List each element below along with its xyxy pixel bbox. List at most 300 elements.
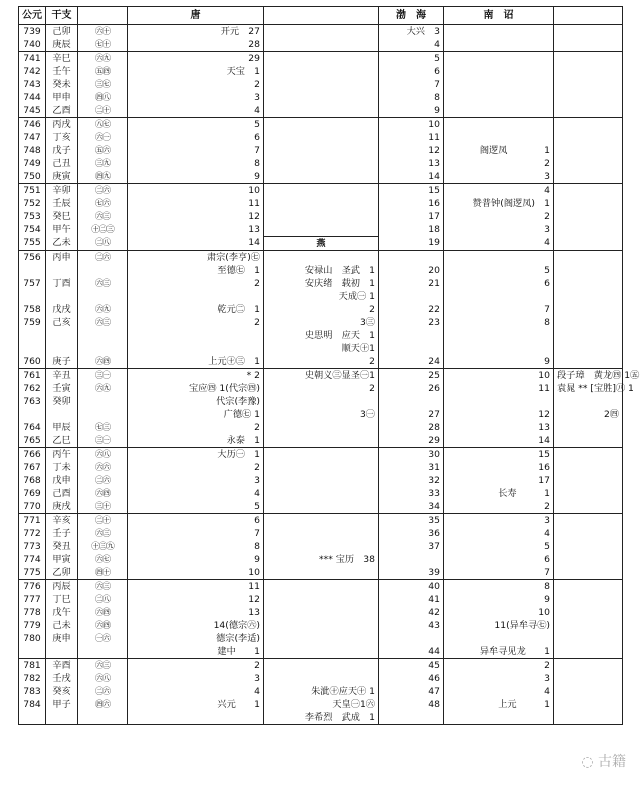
last-cell — [554, 474, 623, 487]
bohai-cell: 24 — [379, 355, 444, 369]
yan-cell — [264, 514, 379, 528]
tang-cell: 2 — [128, 659, 264, 673]
marks-cell — [78, 264, 128, 277]
last-cell — [554, 157, 623, 170]
table-row — [19, 118, 623, 132]
marks-cell: ㊅㊈ — [78, 382, 128, 395]
bohai-cell: 10 — [379, 118, 444, 132]
last-cell — [554, 672, 623, 685]
marks-cell: ㊅㊃ — [78, 619, 128, 632]
last-cell — [554, 251, 623, 265]
tang-cell: 11 — [128, 197, 264, 210]
yan-cell — [264, 131, 379, 144]
bohai-cell — [379, 632, 444, 645]
tang-cell: 代宗(李豫) — [128, 395, 264, 408]
tang-cell — [128, 329, 264, 342]
last-cell — [554, 659, 623, 673]
table-row — [19, 659, 623, 673]
ganzhi-cell: 丁酉 — [46, 277, 78, 290]
nanzhao-cell: 9 — [444, 593, 554, 606]
ganzhi-cell: 乙酉 — [46, 104, 78, 118]
marks-cell: ㊇㊆ — [78, 118, 128, 132]
yan-cell — [264, 395, 379, 408]
ganzhi-cell: 壬子 — [46, 527, 78, 540]
marks-cell — [78, 408, 128, 421]
ganzhi-cell: 甲辰 — [46, 421, 78, 434]
nanzhao-cell: 阁逻凤 1 — [444, 144, 554, 157]
tang-cell: 6 — [128, 131, 264, 144]
table-row — [19, 303, 623, 316]
year-cell: 763 — [19, 395, 46, 408]
last-cell — [554, 25, 623, 39]
bohai-cell: 27 — [379, 408, 444, 421]
year-cell: 745 — [19, 104, 46, 118]
ganzhi-cell: 壬寅 — [46, 382, 78, 395]
year-cell: 744 — [19, 91, 46, 104]
ganzhi-cell — [46, 342, 78, 355]
year-cell: 780 — [19, 632, 46, 645]
table-row — [19, 237, 623, 251]
tang-cell: 大历㊀ 1 — [128, 448, 264, 462]
ganzhi-cell: 丙戌 — [46, 118, 78, 132]
tang-cell: 9 — [128, 553, 264, 566]
last-cell — [554, 144, 623, 157]
ganzhi-cell: 己未 — [46, 619, 78, 632]
marks-cell: ㊅㊂ — [78, 210, 128, 223]
bohai-cell: 45 — [379, 659, 444, 673]
ganzhi-cell: 丙申 — [46, 251, 78, 265]
marks-cell: ㊂㊀ — [78, 434, 128, 448]
last-cell — [554, 487, 623, 500]
bohai-cell — [379, 711, 444, 725]
table-row — [19, 369, 623, 383]
yan-cell — [264, 25, 379, 39]
year-cell: 751 — [19, 184, 46, 198]
yan-cell — [264, 52, 379, 66]
table-row — [19, 184, 623, 198]
bohai-cell: 37 — [379, 540, 444, 553]
ganzhi-cell: 癸卯 — [46, 395, 78, 408]
year-cell: 775 — [19, 566, 46, 580]
year-cell: 754 — [19, 223, 46, 237]
year-cell: 784 — [19, 698, 46, 711]
bohai-cell: 9 — [379, 104, 444, 118]
yan-cell — [264, 659, 379, 673]
yan-cell — [264, 593, 379, 606]
yan-cell — [264, 672, 379, 685]
marks-cell: ㊅㊅ — [78, 461, 128, 474]
year-cell: 769 — [19, 487, 46, 500]
marks-cell: ㊅㊉ — [78, 25, 128, 39]
yan-cell — [264, 487, 379, 500]
marks-cell: ㊅㊃ — [78, 487, 128, 500]
marks-cell: ㊅㊇ — [78, 672, 128, 685]
bohai-cell: 33 — [379, 487, 444, 500]
ganzhi-cell: 戊申 — [46, 474, 78, 487]
marks-cell: ㊄㊃ — [78, 65, 128, 78]
bohai-cell: 28 — [379, 421, 444, 434]
last-cell — [554, 448, 623, 462]
marks-cell: ㊁㊅ — [78, 184, 128, 198]
year-cell: 749 — [19, 157, 46, 170]
nanzhao-cell: 4 — [444, 527, 554, 540]
nanzhao-cell: 7 — [444, 303, 554, 316]
table-row — [19, 197, 623, 210]
last-cell — [554, 685, 623, 698]
last-cell — [554, 566, 623, 580]
yan-cell — [264, 144, 379, 157]
marks-cell — [78, 342, 128, 355]
ganzhi-cell: 辛卯 — [46, 184, 78, 198]
nanzhao-cell: 长寿 1 — [444, 487, 554, 500]
table-row — [19, 711, 623, 725]
yan-cell — [264, 461, 379, 474]
bohai-cell: 15 — [379, 184, 444, 198]
last-cell — [554, 329, 623, 342]
table-row — [19, 25, 623, 39]
yan-cell — [264, 65, 379, 78]
year-cell: 764 — [19, 421, 46, 434]
last-cell — [554, 606, 623, 619]
year-cell: 760 — [19, 355, 46, 369]
last-cell — [554, 303, 623, 316]
last-cell — [554, 197, 623, 210]
yan-cell: 安禄山 圣武 1 — [264, 264, 379, 277]
year-cell: 743 — [19, 78, 46, 91]
table-row — [19, 685, 623, 698]
bohai-cell — [379, 290, 444, 303]
year-cell: 762 — [19, 382, 46, 395]
tang-cell: 14 — [128, 237, 264, 251]
year-cell — [19, 408, 46, 421]
tang-cell: 7 — [128, 527, 264, 540]
yan-cell — [264, 645, 379, 659]
nanzhao-cell — [444, 78, 554, 91]
yan-cell — [264, 251, 379, 265]
nanzhao-cell: 10 — [444, 606, 554, 619]
yan-cell: 李希烈 武成 1 — [264, 711, 379, 725]
tang-cell: 开元 27 — [128, 25, 264, 39]
table-row — [19, 672, 623, 685]
ganzhi-cell: 癸未 — [46, 78, 78, 91]
tang-cell: 8 — [128, 157, 264, 170]
bohai-cell: 47 — [379, 685, 444, 698]
ganzhi-cell: 丁亥 — [46, 131, 78, 144]
nanzhao-cell: 4 — [444, 237, 554, 251]
tang-cell: 乾元㊁ 1 — [128, 303, 264, 316]
yan-cell — [264, 118, 379, 132]
tang-cell: 28 — [128, 38, 264, 52]
table-row — [19, 277, 623, 290]
last-cell — [554, 527, 623, 540]
year-cell: 747 — [19, 131, 46, 144]
last-cell — [554, 500, 623, 514]
last-cell — [554, 104, 623, 118]
nanzhao-cell: 6 — [444, 553, 554, 566]
table-row — [19, 474, 623, 487]
last-cell — [554, 78, 623, 91]
last-cell — [554, 434, 623, 448]
yan-cell — [264, 606, 379, 619]
year-cell: 742 — [19, 65, 46, 78]
nanzhao-cell: 15 — [444, 448, 554, 462]
last-cell — [554, 131, 623, 144]
nanzhao-cell: 9 — [444, 355, 554, 369]
table-row — [19, 329, 623, 342]
ganzhi-cell: 壬戌 — [46, 672, 78, 685]
yan-cell: 安庆绪 载初 1 — [264, 277, 379, 290]
table-row — [19, 78, 623, 91]
nanzhao-cell: 5 — [444, 540, 554, 553]
last-cell: 2㊃ — [554, 408, 623, 421]
last-cell — [554, 342, 623, 355]
yan-cell — [264, 421, 379, 434]
bohai-cell: 11 — [379, 131, 444, 144]
year-cell: 759 — [19, 316, 46, 329]
nanzhao-cell: 7 — [444, 566, 554, 580]
nanzhao-cell — [444, 711, 554, 725]
bohai-cell: 13 — [379, 157, 444, 170]
marks-cell: ㊆㊉ — [78, 38, 128, 52]
tang-cell: 广德㊆ 1 — [128, 408, 264, 421]
bohai-cell: 41 — [379, 593, 444, 606]
marks-cell — [78, 711, 128, 725]
year-cell: 779 — [19, 619, 46, 632]
ganzhi-cell: 壬辰 — [46, 197, 78, 210]
ganzhi-cell: 己卯 — [46, 25, 78, 39]
last-cell — [554, 264, 623, 277]
last-cell — [554, 290, 623, 303]
tang-cell: 9 — [128, 170, 264, 184]
year-cell: 766 — [19, 448, 46, 462]
tang-cell: 2 — [128, 421, 264, 434]
last-cell — [554, 395, 623, 408]
bohai-cell: 19 — [379, 237, 444, 251]
bohai-cell: 32 — [379, 474, 444, 487]
table-row — [19, 487, 623, 500]
bohai-cell: 4 — [379, 38, 444, 52]
ganzhi-cell: 辛丑 — [46, 369, 78, 383]
bohai-cell: 5 — [379, 52, 444, 66]
last-cell — [554, 711, 623, 725]
last-cell — [554, 170, 623, 184]
nanzhao-cell — [444, 52, 554, 66]
ganzhi-cell: 己亥 — [46, 316, 78, 329]
chronology-sheet — [18, 6, 640, 725]
marks-cell: ㊅㊇ — [78, 448, 128, 462]
watermark — [581, 751, 626, 771]
yan-cell — [264, 170, 379, 184]
marks-cell: ㊅㊈ — [78, 52, 128, 66]
nanzhao-cell — [444, 104, 554, 118]
yan-cell — [264, 184, 379, 198]
tang-cell — [128, 711, 264, 725]
year-cell — [19, 264, 46, 277]
yan-cell — [264, 78, 379, 91]
table-row — [19, 38, 623, 52]
nanzhao-cell: 4 — [444, 184, 554, 198]
yan-cell — [264, 210, 379, 223]
tang-cell: 兴元 1 — [128, 698, 264, 711]
ganzhi-cell: 丁未 — [46, 461, 78, 474]
tang-cell: 2 — [128, 78, 264, 91]
yan-cell: 天皇㊀1㊅ — [264, 698, 379, 711]
ganzhi-cell: 甲寅 — [46, 553, 78, 566]
year-cell: 783 — [19, 685, 46, 698]
marks-cell: ㊅㊃ — [78, 355, 128, 369]
marks-cell: ㊂㊉ — [78, 500, 128, 514]
table-row — [19, 645, 623, 659]
tang-cell: 至德㊆ 1 — [128, 264, 264, 277]
bohai-cell: 22 — [379, 303, 444, 316]
nanzhao-cell: 2 — [444, 157, 554, 170]
nanzhao-cell — [444, 38, 554, 52]
last-cell — [554, 52, 623, 66]
header-marks — [78, 7, 128, 25]
table-row — [19, 434, 623, 448]
nanzhao-cell — [444, 131, 554, 144]
ganzhi-cell: 庚寅 — [46, 170, 78, 184]
yan-cell: 燕 — [264, 237, 379, 251]
marks-cell: ㊃㊅ — [78, 698, 128, 711]
ganzhi-cell: 庚申 — [46, 632, 78, 645]
tang-cell: 德宗(李适) — [128, 632, 264, 645]
last-cell: 段子璋 黄龙㊃ 1㊄ — [554, 369, 623, 383]
bohai-cell: 40 — [379, 580, 444, 594]
year-cell: 768 — [19, 474, 46, 487]
table-row — [19, 210, 623, 223]
last-cell — [554, 118, 623, 132]
table-row — [19, 606, 623, 619]
nanzhao-cell: 3 — [444, 672, 554, 685]
bohai-cell: 23 — [379, 316, 444, 329]
marks-cell: ㊅㊂ — [78, 659, 128, 673]
yan-cell — [264, 104, 379, 118]
nanzhao-cell: 8 — [444, 316, 554, 329]
year-cell: 758 — [19, 303, 46, 316]
year-cell: 740 — [19, 38, 46, 52]
yan-cell — [264, 540, 379, 553]
ganzhi-cell — [46, 290, 78, 303]
tang-cell: 29 — [128, 52, 264, 66]
ganzhi-cell: 己酉 — [46, 487, 78, 500]
tang-cell: * 2 — [128, 369, 264, 383]
tang-cell: 4 — [128, 685, 264, 698]
marks-cell: ㊁㊇ — [78, 593, 128, 606]
bohai-cell: 7 — [379, 78, 444, 91]
bohai-cell — [379, 342, 444, 355]
yan-cell — [264, 38, 379, 52]
last-cell — [554, 38, 623, 52]
nanzhao-cell: 13 — [444, 421, 554, 434]
last-cell — [554, 619, 623, 632]
marks-cell: ㊃㊉ — [78, 566, 128, 580]
bohai-cell: 8 — [379, 91, 444, 104]
ganzhi-cell: 甲午 — [46, 223, 78, 237]
yan-cell — [264, 619, 379, 632]
ganzhi-cell — [46, 711, 78, 725]
bohai-cell: 31 — [379, 461, 444, 474]
tang-cell: 5 — [128, 500, 264, 514]
tang-cell: 建中 1 — [128, 645, 264, 659]
bohai-cell: 26 — [379, 382, 444, 395]
ganzhi-cell: 甲申 — [46, 91, 78, 104]
bohai-cell: 46 — [379, 672, 444, 685]
table-row — [19, 395, 623, 408]
table-row — [19, 514, 623, 528]
bohai-cell: 43 — [379, 619, 444, 632]
year-cell: 739 — [19, 25, 46, 39]
ganzhi-cell: 庚辰 — [46, 38, 78, 52]
nanzhao-cell — [444, 25, 554, 39]
marks-cell: ㊄㊅ — [78, 144, 128, 157]
tang-cell: 13 — [128, 223, 264, 237]
header-nanzhao: 南 诏 — [444, 7, 554, 25]
bohai-cell: 16 — [379, 197, 444, 210]
yan-cell — [264, 448, 379, 462]
yan-cell — [264, 527, 379, 540]
year-cell: 761 — [19, 369, 46, 383]
nanzhao-cell — [444, 91, 554, 104]
bohai-cell: 34 — [379, 500, 444, 514]
ganzhi-cell: 丁巳 — [46, 593, 78, 606]
yan-cell — [264, 91, 379, 104]
yan-cell: 3㊂ — [264, 316, 379, 329]
yan-cell: 朱泚㊉应天㊉ 1 — [264, 685, 379, 698]
table-row — [19, 144, 623, 157]
header-blank-2 — [554, 7, 623, 25]
marks-cell: ㊅㊂ — [78, 277, 128, 290]
tang-cell: 11 — [128, 580, 264, 594]
marks-cell — [78, 290, 128, 303]
year-cell: 746 — [19, 118, 46, 132]
ganzhi-cell: 辛巳 — [46, 52, 78, 66]
ganzhi-cell: 辛酉 — [46, 659, 78, 673]
nanzhao-cell: 16 — [444, 461, 554, 474]
tang-cell: 10 — [128, 566, 264, 580]
last-cell — [554, 698, 623, 711]
marks-cell: ㊁㊉ — [78, 104, 128, 118]
yan-cell: 史朝义㊂显圣㊀1 — [264, 369, 379, 383]
year-cell: 771 — [19, 514, 46, 528]
bohai-cell: 12 — [379, 144, 444, 157]
year-cell — [19, 329, 46, 342]
year-cell: 778 — [19, 606, 46, 619]
table-row — [19, 251, 623, 265]
nanzhao-cell: 4 — [444, 685, 554, 698]
last-cell — [554, 277, 623, 290]
watermark-text: 古籍 — [598, 754, 626, 770]
ganzhi-cell: 癸亥 — [46, 685, 78, 698]
table-row — [19, 316, 623, 329]
table-row — [19, 223, 623, 237]
ganzhi-cell: 癸丑 — [46, 540, 78, 553]
nanzhao-cell: 3 — [444, 170, 554, 184]
marks-cell — [78, 645, 128, 659]
table-row — [19, 91, 623, 104]
tang-cell: 永泰 1 — [128, 434, 264, 448]
ganzhi-cell: 辛亥 — [46, 514, 78, 528]
nanzhao-cell: 10 — [444, 369, 554, 383]
table-row — [19, 65, 623, 78]
nanzhao-cell: 12 — [444, 408, 554, 421]
table-row — [19, 500, 623, 514]
nanzhao-cell: 2 — [444, 500, 554, 514]
nanzhao-cell — [444, 65, 554, 78]
tang-cell: 3 — [128, 672, 264, 685]
yan-cell: 2 — [264, 355, 379, 369]
nanzhao-cell: 赞普钟(阁逻凤) 1 — [444, 197, 554, 210]
